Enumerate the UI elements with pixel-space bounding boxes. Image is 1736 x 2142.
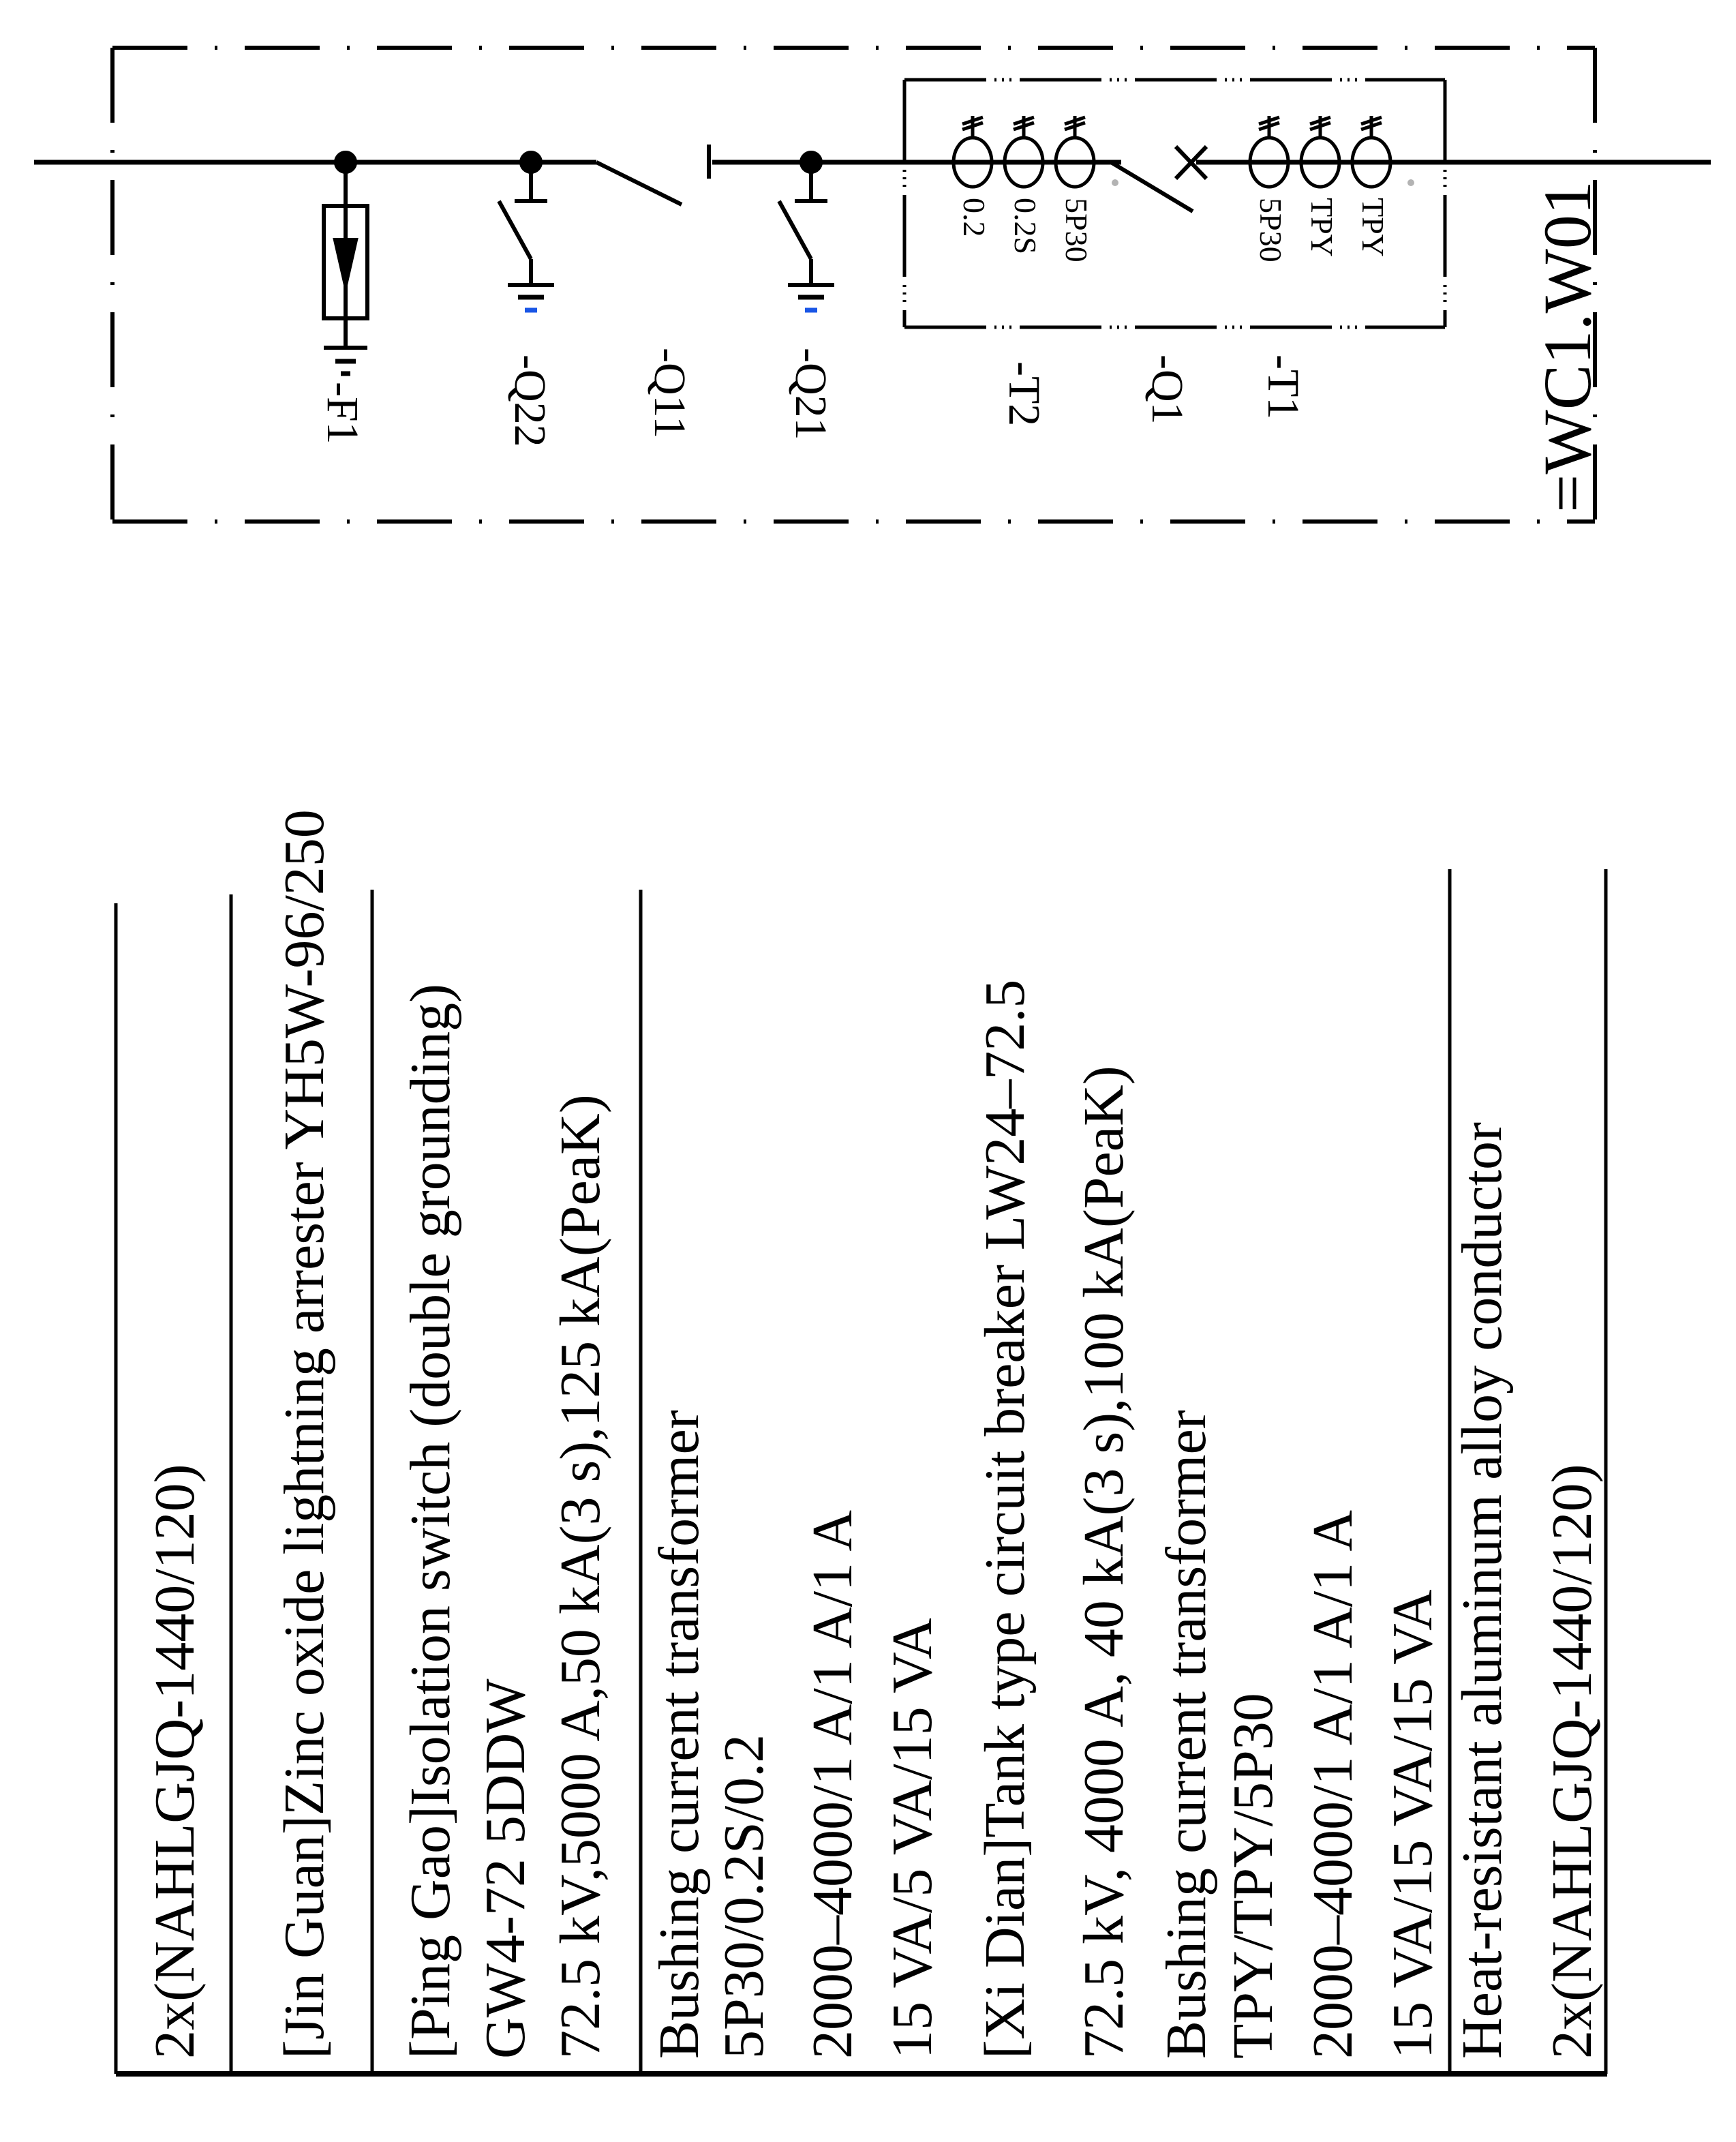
- polarity-dot: [1407, 179, 1414, 186]
- table-cell-line: 2x(NAHLGJQ-1440/120): [1540, 1464, 1604, 2059]
- table-cell-line: [Ping Gao]Isolation switch (double grounding): [399, 983, 462, 2059]
- table-cell-line: 15 VA/15 VA/15 VA: [1381, 1589, 1444, 2059]
- table-cell-line: Bushing current transformer: [648, 1410, 711, 2059]
- circuit-breaker-icon: [1111, 147, 1206, 211]
- ref-label-q11: -Q11: [645, 348, 695, 439]
- table-cell-line: 72.5 kV,5000 A,50 kA(3 s),125 kA(PeaK): [549, 1094, 612, 2059]
- ct-core-label: 0.2: [957, 198, 992, 237]
- table-cell-line: 15 VA/5 VA/15 VA: [881, 1618, 944, 2059]
- ct-core-label: 5P30: [1253, 198, 1288, 262]
- table-cell-line: 2000–4000/1 A/1 A/1 A: [801, 1509, 864, 2059]
- table-cell-line: [Xi Dian]Tank type circuit breaker LW24–72.5: [973, 979, 1037, 2059]
- ref-label-q22: -Q22: [505, 355, 555, 447]
- table-cell-line: 72.5 kV, 4000 A, 40 kA(3 s),100 kA(PeaK): [1072, 1066, 1136, 2059]
- current-transformer-icon: [1250, 116, 1390, 187]
- ref-label-q1: -Q1: [1142, 355, 1192, 425]
- table-cell-line: GW4-72 5DDW: [474, 1678, 537, 2059]
- ct-core-label: 5P30: [1059, 198, 1094, 262]
- ref-label-t2: -T2: [999, 361, 1049, 427]
- table-cell-line: Heat-resistant aluminum alloy conductor: [1450, 1122, 1514, 2059]
- current-transformer-icon: [954, 116, 1094, 187]
- table-cell-line: Bushing current transformer: [1155, 1410, 1218, 2059]
- table-cell-line: TPY/TPY/5P30: [1221, 1693, 1285, 2059]
- ct-core-label: TPY: [1305, 198, 1339, 257]
- disconnector-icon: [596, 145, 709, 205]
- surge-arrester-icon: [324, 153, 367, 374]
- table-cell-line: 2000–4000/1 A/1 A/1 A: [1301, 1509, 1365, 2059]
- table-cell-line: 2x(NAHLGJQ-1440/120): [143, 1464, 207, 2059]
- earthing-switch-icon: [779, 153, 834, 310]
- earthing-switch-icon: [499, 153, 554, 310]
- ref-label-t1: -T1: [1258, 355, 1308, 420]
- function-designation: =WC1.W01: [1529, 181, 1605, 513]
- ref-label-f1: -F1: [318, 382, 367, 444]
- ct-core-label: 0.2S: [1008, 198, 1043, 255]
- table-cell-line: 5P30/0.2S/0.2: [712, 1734, 776, 2059]
- table-cell-line: [Jin Guan]Zinc oxide lightning arrester YH5W-96/250: [273, 809, 336, 2059]
- polarity-dot: [1112, 179, 1118, 186]
- ct-core-label: TPY: [1356, 198, 1390, 257]
- ref-label-q21: -Q21: [786, 348, 836, 440]
